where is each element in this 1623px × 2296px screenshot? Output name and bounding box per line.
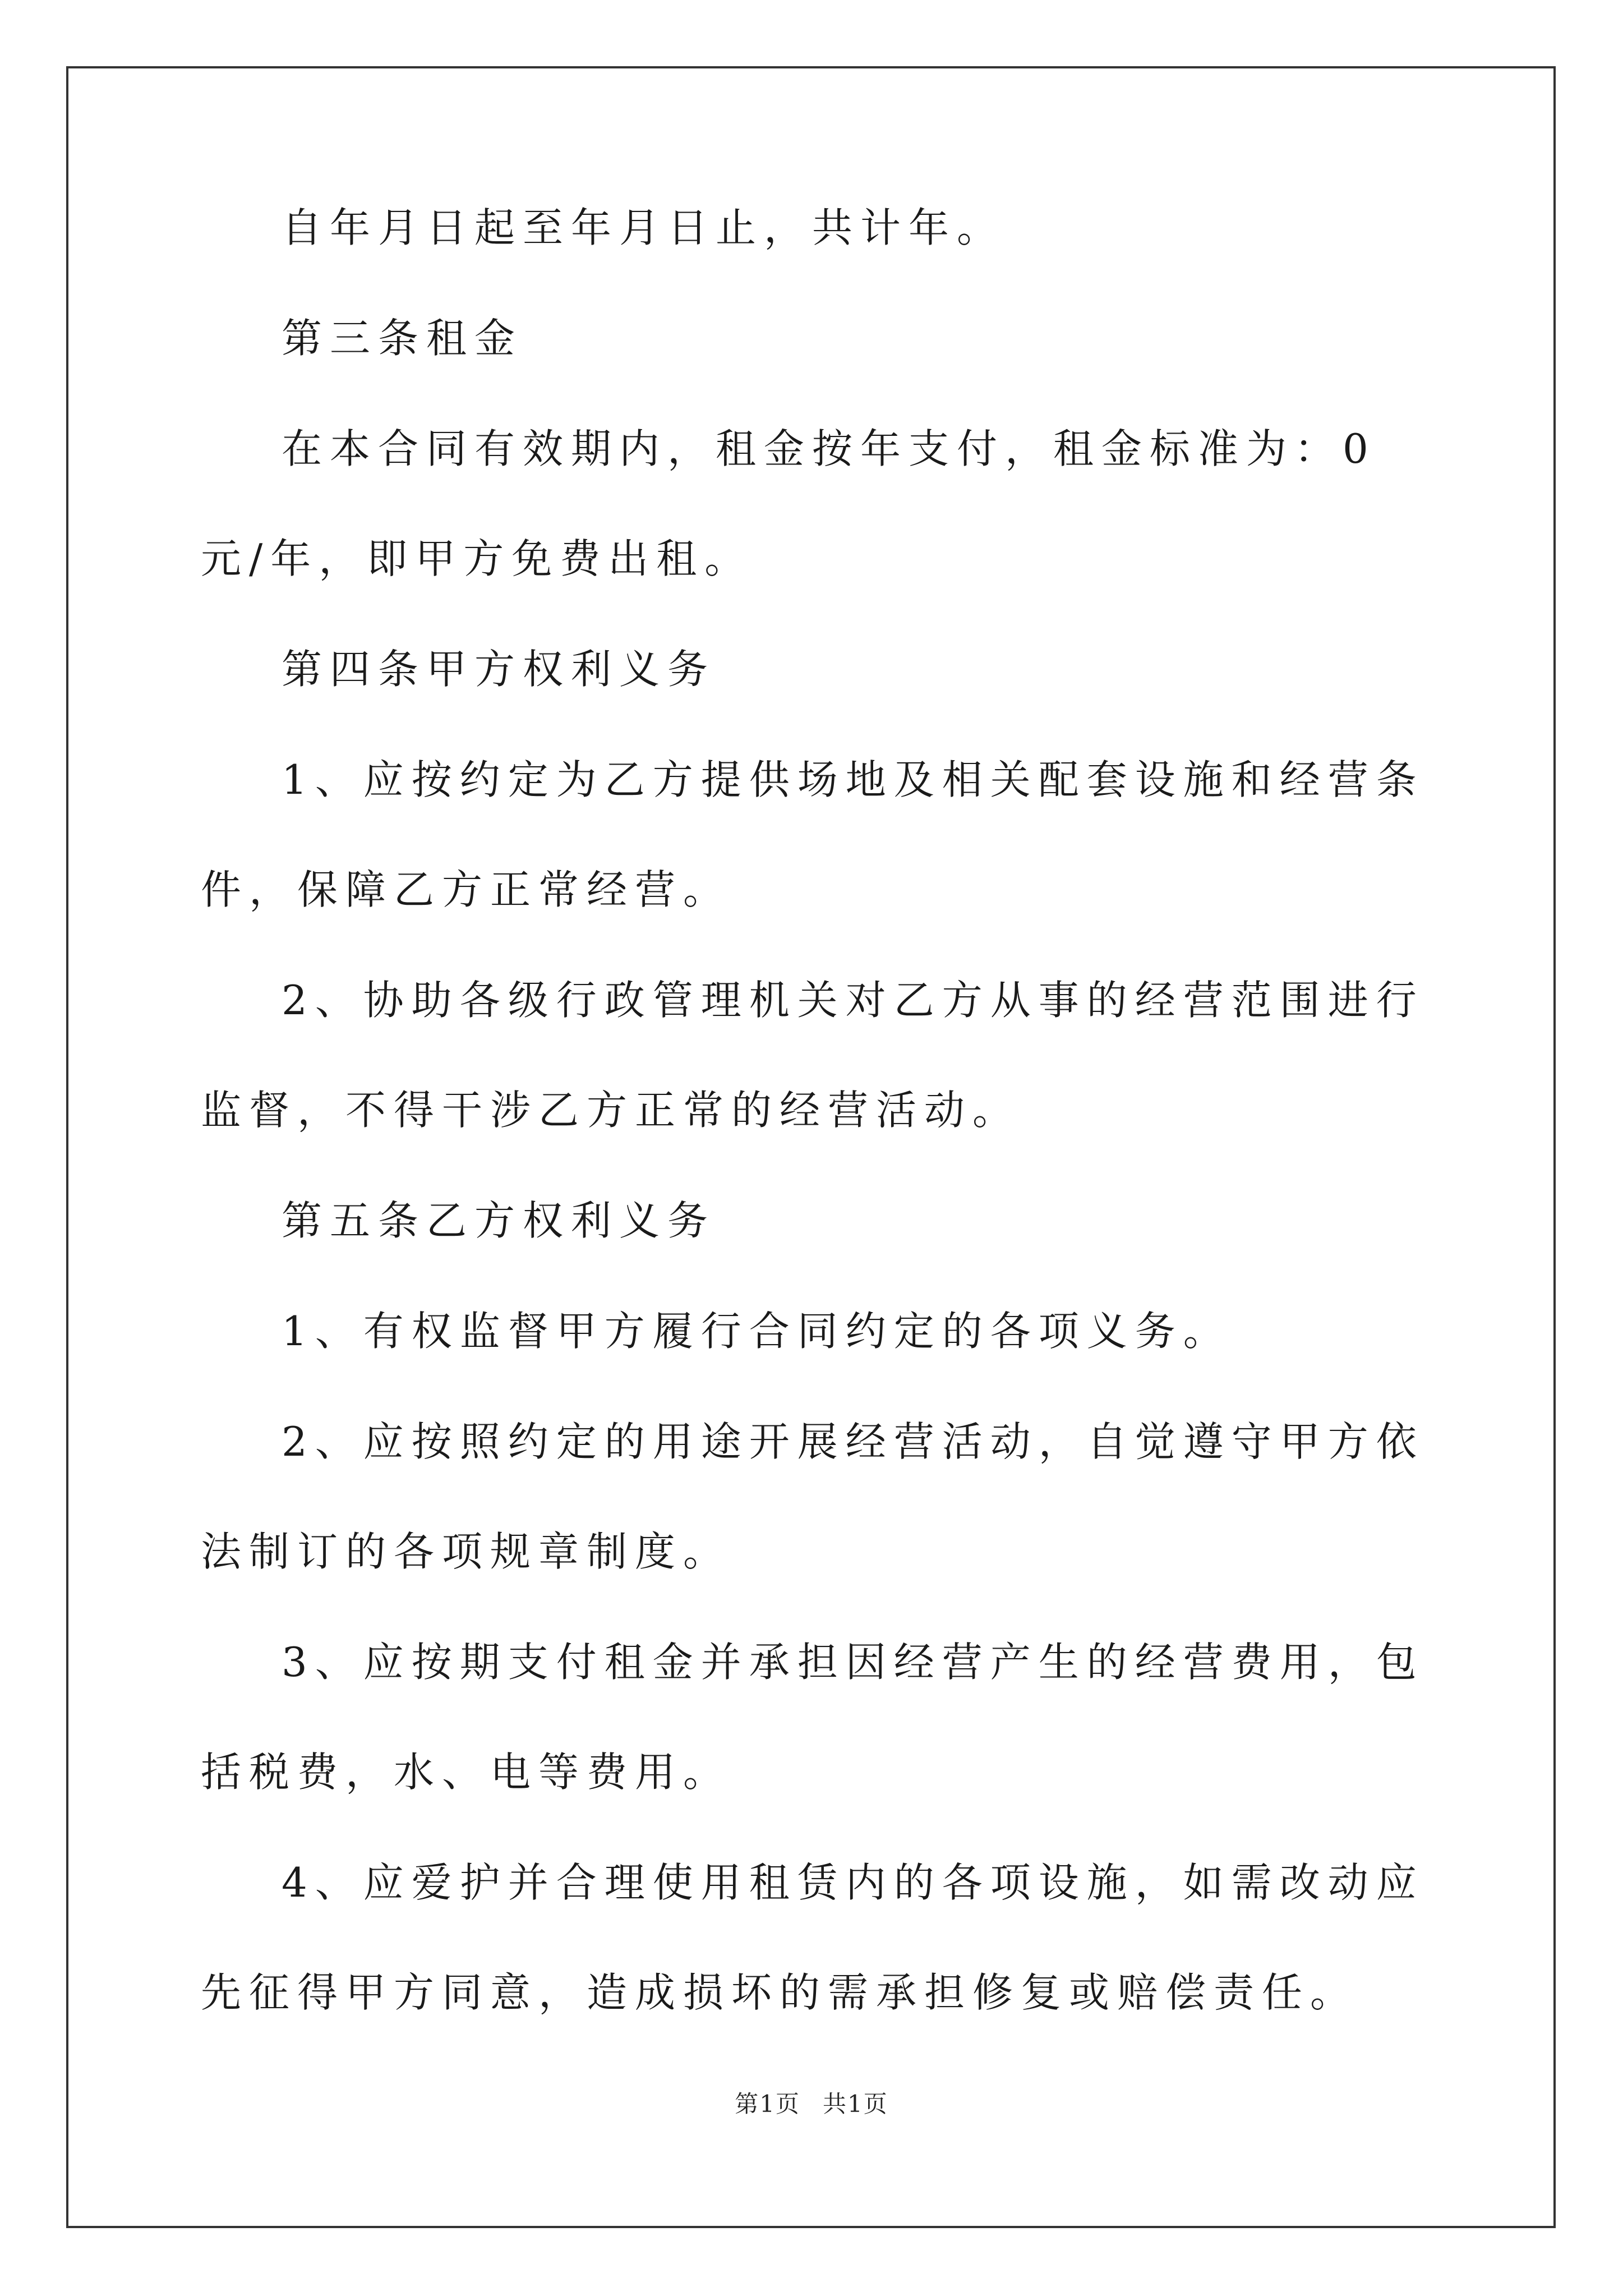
paragraph-party-b-duty-4: 4、应爱护并合理使用租赁内的各项设施，如需改动应先征得甲方同意，造成损坏的需承担修复或赔偿责任。	[201, 1859, 1424, 2016]
page-count: 共1页	[823, 2090, 888, 2118]
document-body	[201, 204, 1429, 2083]
heading-article-5: 第五条乙方权利义务	[282, 1197, 716, 1244]
heading-article-3: 第三条租金	[282, 315, 523, 362]
heading-article-4: 第四条甲方权利义务	[282, 646, 716, 693]
page-footer	[0, 2092, 1623, 2116]
paragraph-party-b-duty-1: 1、有权监督甲方履行合同约定的各项义务。	[282, 1308, 1232, 1355]
page-number: 第1页	[735, 2090, 800, 2118]
paragraph-term: 自年月日起至年月日止，共计年。	[282, 204, 1006, 251]
paragraph-party-b-duty-2: 2、应按照约定的用途开展经营活动，自觉遵守甲方依法制订的各项规章制度。	[201, 1418, 1424, 1575]
paragraph-party-a-duty-2: 2、协助各级行政管理机关对乙方从事的经营范围进行监督，不得干涉乙方正常的经营活动。	[201, 977, 1424, 1134]
paragraph-party-b-duty-3: 3、应按期支付租金并承担因经营产生的经营费用，包括税费，水、电等费用。	[201, 1639, 1424, 1796]
paragraph-party-a-duty-1: 1、应按约定为乙方提供场地及相关配套设施和经营条件，保障乙方正常经营。	[201, 756, 1424, 913]
paragraph-rent: 在本合同有效期内，租金按年支付，租金标准为：0元/年，即甲方免费出租。	[201, 425, 1376, 582]
